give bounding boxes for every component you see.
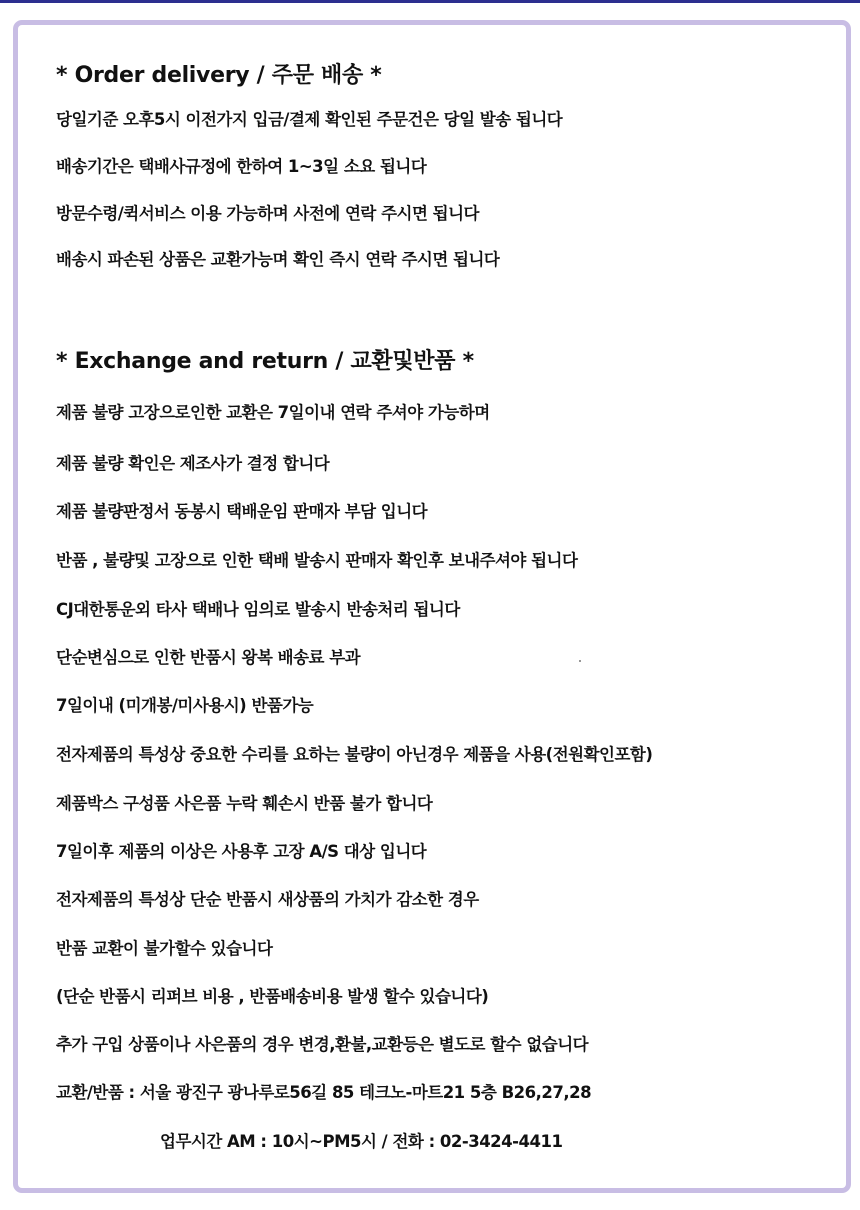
exchange-return-line: 제품 불량 고장으로인한 교환은 7일이내 연락 주셔야 가능하며 xyxy=(56,403,490,422)
order-delivery-title: * Order delivery / 주문 배송 * xyxy=(56,63,382,88)
exchange-return-line: 단순변심으로 인한 반품시 왕복 배송료 부과 xyxy=(56,648,361,667)
exchange-return-line: 전자제품의 특성상 단순 반품시 새상품의 가치가 감소한 경우 xyxy=(56,890,479,909)
order-delivery-line: 배송기간은 택배사규정에 한하여 1~3일 소요 됩니다 xyxy=(56,157,427,176)
notice-panel xyxy=(13,20,851,1193)
order-delivery-line: 배송시 파손된 상품은 교환가능며 확인 즉시 연락 주시면 됩니다 xyxy=(56,250,500,269)
exchange-return-line: 반품 교환이 불가할수 있습니다 xyxy=(56,939,273,958)
stray-dot xyxy=(579,660,581,662)
return-address: 교환/반품 : 서울 광진구 광나루로56길 85 테크노-마트21 5층 B26,27,28 xyxy=(56,1083,592,1102)
order-delivery-line: 당일기준 오후5시 이전가지 입금/결제 확인된 주문건은 당일 발송 됩니다 xyxy=(56,110,563,129)
exchange-return-line: 제품 불량판정서 동봉시 택배운임 판매자 부담 입니다 xyxy=(56,502,428,521)
exchange-return-line: (단순 반품시 리퍼브 비용 , 반품배송비용 발생 할수 있습니다) xyxy=(56,987,489,1006)
exchange-return-line: 전자제품의 특성상 중요한 수리를 요하는 불량이 아닌경우 제품을 사용(전원확인포함) xyxy=(56,745,653,764)
exchange-return-title: * Exchange and return / 교환및반품 * xyxy=(56,349,474,374)
top-accent-bar xyxy=(0,0,860,3)
exchange-return-line: 제품박스 구성품 사은품 누락 훼손시 반품 불가 합니다 xyxy=(56,794,433,813)
exchange-return-line: 7일이후 제품의 이상은 사용후 고장 A/S 대상 입니다 xyxy=(56,842,427,861)
order-delivery-line: 방문수령/퀵서비스 이용 가능하며 사전에 연락 주시면 됩니다 xyxy=(56,204,479,223)
exchange-return-line: 반품 , 불량및 고장으로 인한 택배 발송시 판매자 확인후 보내주셔야 됩니다 xyxy=(56,551,578,570)
business-hours-phone: 업무시간 AM : 10시~PM5시 / 전화 : 02-3424-4411 xyxy=(160,1132,563,1151)
exchange-return-line: 7일이내 (미개봉/미사용시) 반품가능 xyxy=(56,696,314,715)
exchange-return-line: CJ대한통운외 타사 택배나 임의로 발송시 반송처리 됩니다 xyxy=(56,600,460,619)
exchange-return-line: 추가 구입 상품이나 사은품의 경우 변경,환불,교환등은 별도로 할수 없습니다 xyxy=(56,1035,589,1054)
exchange-return-line: 제품 불량 확인은 제조사가 결정 합니다 xyxy=(56,454,330,473)
